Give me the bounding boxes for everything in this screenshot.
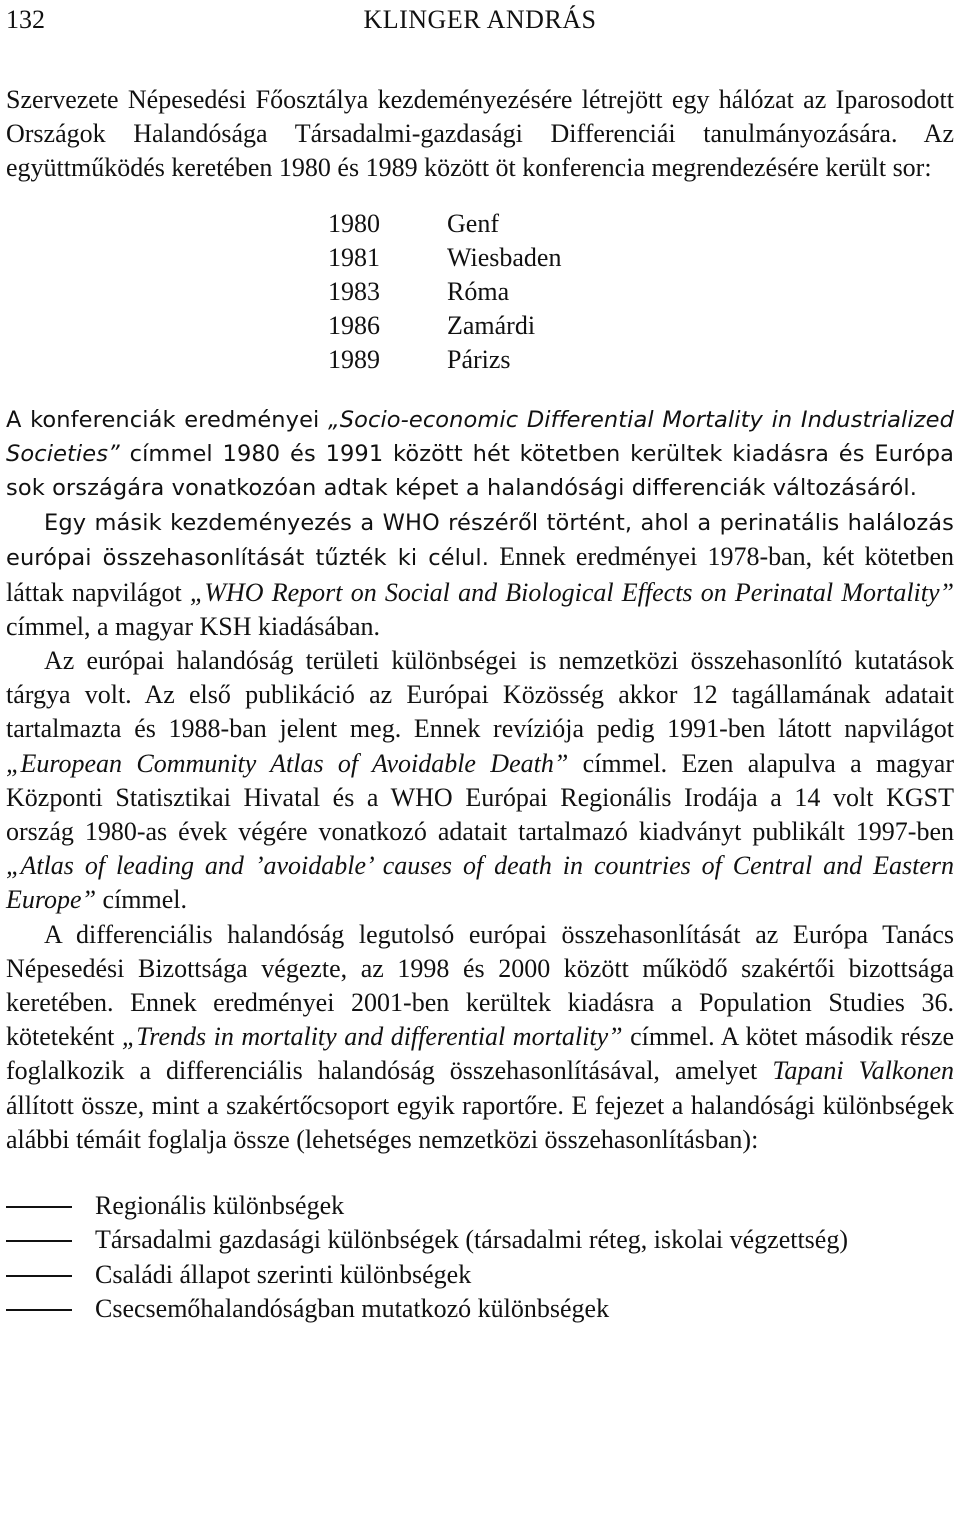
conference-row (328, 241, 954, 275)
conference-year: 1981 (328, 242, 380, 272)
list-item: Regionális különbségek (6, 1189, 954, 1223)
list-item: Csecsemőhalandóságban mutatkozó különbségek (6, 1292, 954, 1326)
conference-row (328, 309, 954, 343)
publication-title: „Socio-economic Differential Mortality in Industrialized Societies” (6, 406, 954, 467)
list-item: Társadalmi gazdasági különbségek (társadalmi réteg, iskolai végzettség) (6, 1223, 954, 1257)
conference-row (328, 207, 954, 241)
conference-city: Wiesbaden (447, 242, 562, 272)
publication-title: „Atlas of leading and ’avoidable’ causes of death in countries of Central and Eastern Europe” (6, 851, 954, 915)
conference-year: 1983 (328, 277, 380, 307)
paragraph-3: Egy másik kezdeményezés a WHO részéről történt, ahol a perinatális halálozás európai összehasonlítását tűzték ki célul. Ennek eredményei 1978-ban, két kötetben láttak napvilágot „WHO Report on Social and Biological Effects on Perinatal Mortality” címmel, a magyar KSH kiadásában. (6, 510, 954, 641)
conference-city: Róma (447, 277, 510, 307)
conference-city: Genf (447, 208, 499, 238)
body-text (6, 83, 954, 1326)
conference-year: 1980 (328, 208, 380, 238)
paragraph-5: A differenciális halandóság legutolsó európai összehasonlítását az Európa Tanács Népesedési Bizottsága végezte, az 1998 és 2000 között működő szakértői bizottsága keretében. Ennek eredményei 2001-ben kerültek kiadásra a Population Studies 36. köteteként „Trends in mortality and differential mortality” címmel. A kötet második része foglalkozik a differenciális halandóság összehasonlításával, amelyet Tapani Valkonen állított össze, mint a szakértőcsoport egyik raportőre. E fejezet a halandósági különbségek alábbi témáit foglalja össze (lehetséges nemzetközi összehasonlításban): (6, 919, 954, 1154)
publication-title: „European Community Atlas of Avoidable Death” (6, 748, 569, 778)
conference-city: Zamárdi (447, 311, 536, 341)
conference-year: 1986 (328, 311, 380, 341)
conference-city: Párizs (447, 345, 511, 375)
paragraph-2: A konferenciák eredményei „Socio-economic Differential Mortality in Industrialized Societies” címmel 1980 és 1991 között hét kötetben kerültek kiadásra és Európa sok országára vonatkozóan adtak képet a halandósági differenciák változásáról. (6, 406, 954, 502)
topic-list (6, 1189, 954, 1326)
conference-row (328, 343, 954, 377)
paragraph-1: Szervezete Népesedési Főosztálya kezdeményezésére létrejött egy hálózat az Iparosodott Országok Halandósága Társadalmi-gazdasági Differenciái tanulmányozására. Az együttműködés keretében 1980 és 1989 között öt konferencia megrendezésére került sor: (6, 85, 954, 183)
conference-list (328, 207, 954, 378)
list-item: Családi állapot szerinti különbségek (6, 1258, 954, 1292)
publication-title: „Trends in mortality and differential mortality” (121, 1022, 623, 1052)
running-header (6, 5, 954, 39)
conference-row (328, 275, 954, 309)
publication-title: „WHO Report on Social and Biological Effects on Perinatal Mortality” (189, 577, 954, 607)
page-number: 132 (6, 5, 45, 34)
author-name: Tapani Valkonen (772, 1056, 954, 1086)
running-head-author: KLINGER ANDRÁS (363, 5, 597, 34)
conference-year: 1989 (328, 345, 380, 375)
paragraph-4: Az európai halandóság területi különbségei is nemzetközi összehasonlító kutatások tárgya volt. Az első publikáció az Európai Közösség akkor 12 tagállamának adatait tartalmazta és 1988-ban jelent meg. Ennek revíziója pedig 1991-ben látott napvilágot „European Community Atlas of Avoidable Death” címmel. Ezen alapulva a magyar Központi Statisztikai Hivatal és a WHO Európai Regionális Irodája a 14 volt KGST ország 1980-as évek végére vonatkozó adatait tartalmazó kiadványt publikált 1997-ben „Atlas of leading and ’avoidable’ causes of death in countries of Central and Eastern Europe” címmel. (6, 646, 954, 915)
